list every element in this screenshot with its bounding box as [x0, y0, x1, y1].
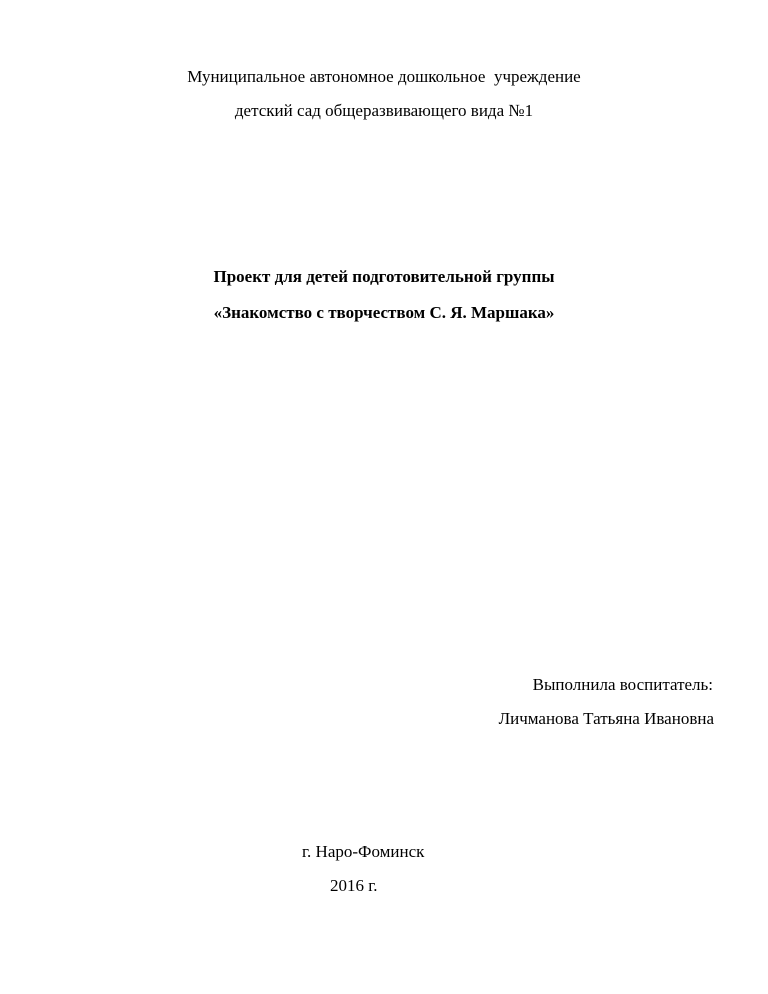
year: 2016 г. [330, 876, 378, 895]
author-name: Личманова Татьяна Ивановна [498, 709, 714, 728]
project-title-line-1: Проект для детей подготовительной группы [213, 267, 555, 286]
city-name: г. Наро-Фоминск [302, 842, 425, 861]
organization-name-line-2: детский сад общеразвивающего вида №1 [234, 101, 534, 120]
author-role: Выполнила воспитатель: [532, 675, 713, 694]
project-title-line-2: «Знакомство с творчеством С. Я. Маршака» [213, 303, 555, 322]
organization-name-line-1: Муниципальное автономное дошкольное учреждение [187, 67, 581, 86]
